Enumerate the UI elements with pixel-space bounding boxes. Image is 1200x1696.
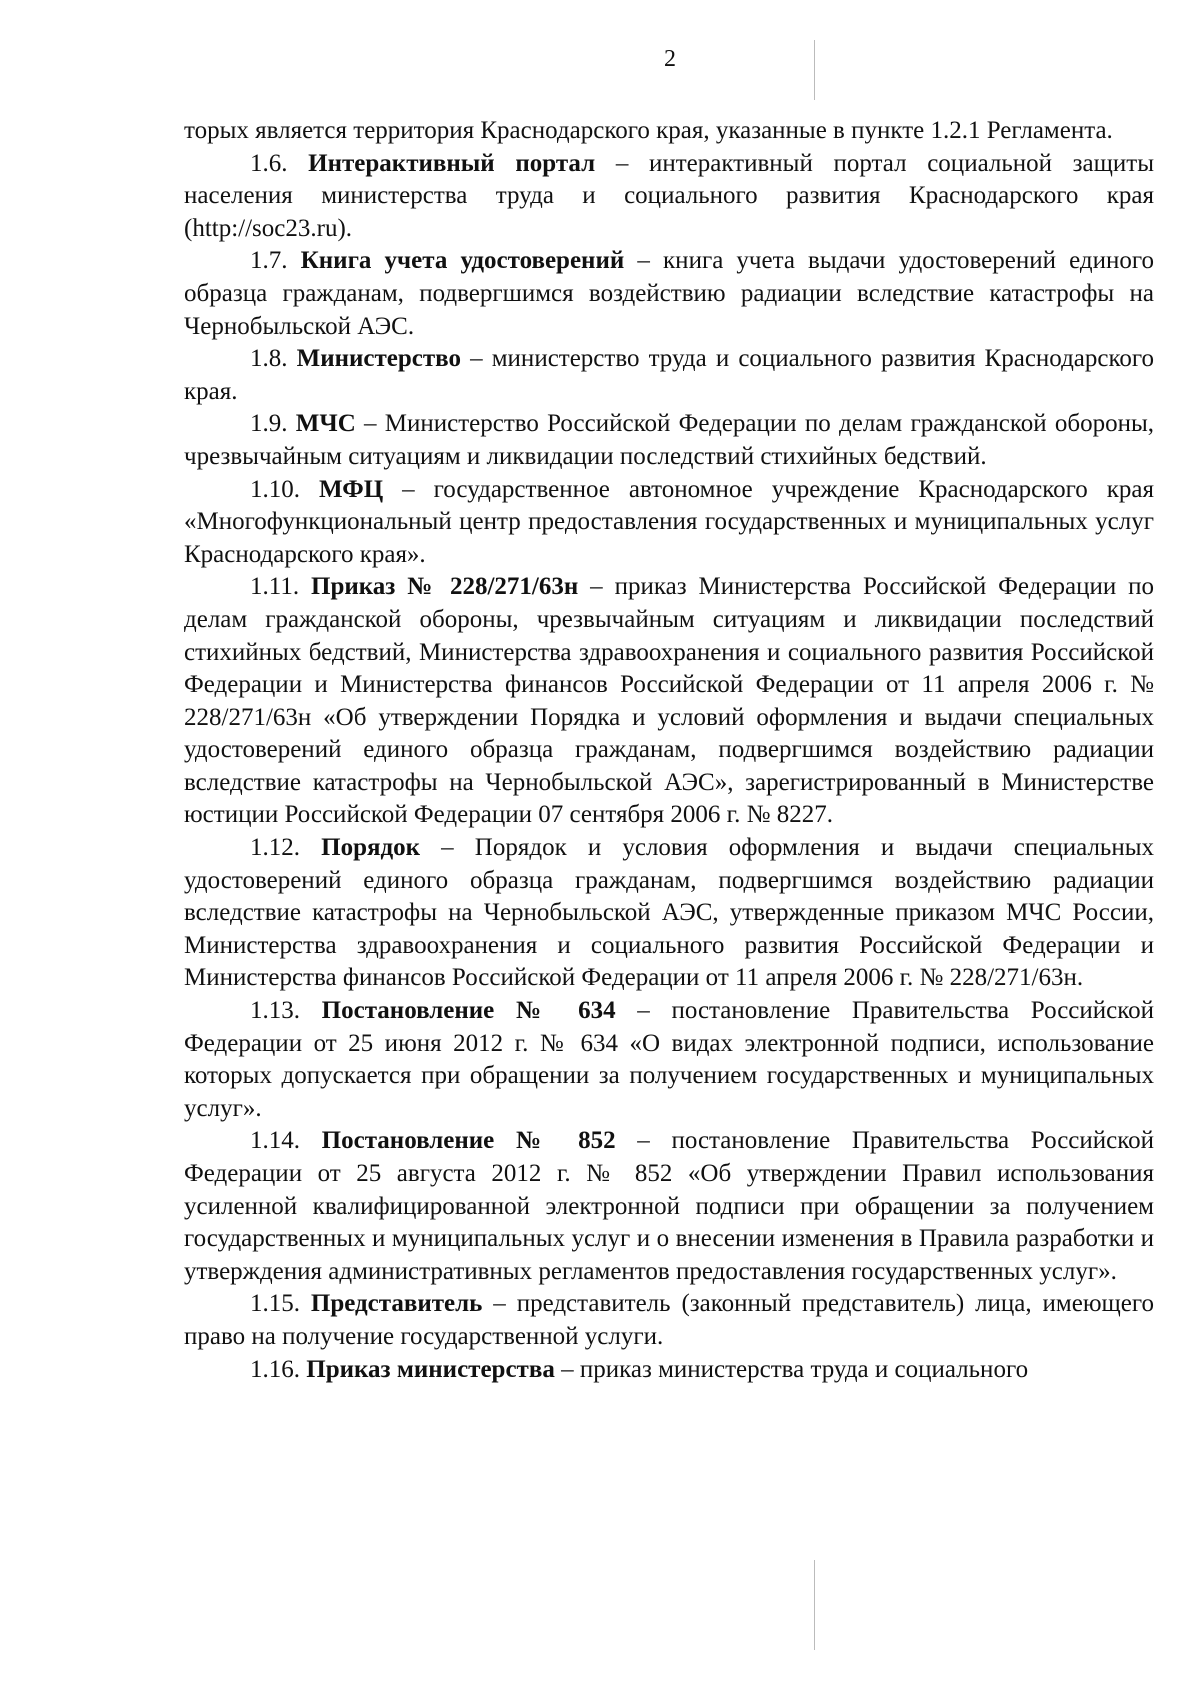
paragraph-number: 1.7. [250,247,288,275]
paragraph-text: – государственное автономное учреждение Краснодарского края «Многофункциональный центр предоставления государственных и муниципальных услуг Краснодарского края». [184,475,1155,568]
paragraph-number: 1.12. [250,834,300,862]
paragraph-term: Порядок [321,834,421,862]
paragraph-number: 1.9. [250,410,288,438]
paragraph-number: 1.6. [250,149,288,177]
paragraph-number: 1.14. [250,1127,300,1155]
paragraph-1-12 [184,832,1154,995]
paragraph-text: – Порядок и условия оформления и выдачи специальных удостоверений единого образца гражданам, подвергшимся воздействию радиации вследствие катастрофы на Чернобыльской АЭС, утвержденные приказом МЧС России, Министерства здравоохранения и социального развития Российской Федерации и Министерства финансов Российской Федерации от 11 апреля 2006 г. № 228/271/63н. [184,834,1155,992]
paragraph-1-10 [184,474,1154,572]
paragraph-1-11 [184,571,1154,832]
paragraph-text: – представитель (законный представитель) лица, имеющего право на получение государственной услуги. [184,1290,1155,1350]
document-body [184,115,1154,1386]
paragraph-text: – министерство труда и социального развития Краснодарского края. [184,345,1154,405]
paragraph-term: МФЦ [319,475,384,503]
page-number: 2 [664,46,676,72]
paragraph-term: Министерство [296,345,462,373]
paragraph-text: – Министерство Российской Федерации по делам гражданской обороны, чрезвычайным ситуациям и ликвидации последствий стихийных бедствий. [184,410,1155,470]
paragraph-text: – приказ министерства труда и социального [554,1355,1029,1383]
paragraph-term: Представитель [310,1290,483,1318]
paragraph-text: торых является территория Краснодарского края, указанные в пункте 1.2.1 Регламента. [184,117,1113,144]
paragraph-term: МЧС [295,410,356,438]
paragraph-1-15 [184,1288,1154,1353]
paragraph-text: – приказ Министерства Российской Федерации по делам гражданской обороны, чрезвычайным ситуациям и ликвидации последствий стихийных бедствий, Министерства здравоохранения и социального развития Российской Федерации и Министерства финансов Российской Федерации от 11 апреля 2006 г. № 228/271/63н «Об утверждении Порядка и условий оформления и выдачи специальных удостоверений единого образца гражданам, подвергшимся воздействию радиации вследствие катастрофы на Чернобыльской АЭС», зарегистрированный в Министерстве юстиции Российской Федерации 07 сентября 2006 г. № 8227. [184,573,1155,829]
paragraph-text: – постановление Правительства Российской Федерации от 25 августа 2012 г. № 852 «Об утверждении Правил использования усиленной квалифицированной электронной подписи при обращении за получением государственных и муниципальных услуг и о внесении изменения в Правила разработки и утверждения административных регламентов предоставления государственных услуг». [184,1127,1155,1285]
paragraph-1-13 [184,995,1154,1125]
paragraph-term: Постановление № 634 [321,997,616,1025]
paragraph-1-7 [184,245,1154,343]
paragraph-number: 1.13. [250,997,300,1025]
paragraph-1-8 [184,343,1154,408]
paragraph-term: Приказ министерства [306,1355,555,1383]
paragraph-number: 1.8. [250,345,288,373]
paragraph-text: – книга учета выдачи удостоверений единого образца гражданам, подвергшимся воздействию радиации вследствие катастрофы на Чернобыльской АЭС. [184,247,1154,340]
scan-fold-line [814,1560,815,1650]
paragraph-number: 1.11. [250,573,300,601]
paragraph-1-16 [184,1354,1154,1387]
paragraph-1-14 [184,1125,1154,1288]
paragraph-number: 1.10. [250,475,300,503]
paragraph-text: – постановление Правительства Российской Федерации от 25 июня 2012 г. № 634 «О видах электронной подписи, использование которых допускается при обращении за получением государственных и муниципальных услуг». [184,997,1155,1122]
paragraph-1-6 [184,148,1154,246]
paragraph-number: 1.16. [250,1355,300,1383]
paragraph-number: 1.15. [250,1290,300,1318]
paragraph-term: Книга учета удостоверений [300,247,625,275]
paragraph-text: – интерактивный портал социальной защиты населения министерства труда и социального развития Краснодарского края (http://soc23.ru). [184,149,1154,242]
paragraph-1-9 [184,408,1154,473]
paragraph-term: Приказ № 228/271/63н [311,573,579,601]
scan-fold-line [814,40,815,100]
paragraph-term: Постановление № 852 [321,1127,616,1155]
paragraph-continuation [184,115,1154,148]
paragraph-term: Интерактивный портал [308,149,596,177]
